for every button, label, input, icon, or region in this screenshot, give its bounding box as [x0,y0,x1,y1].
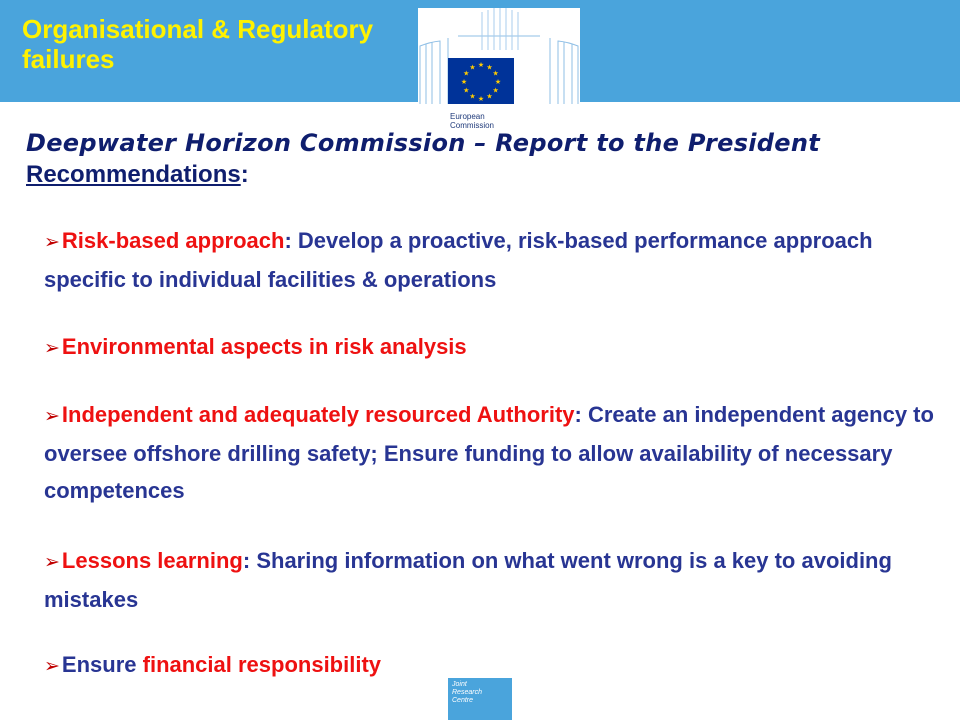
svg-text:★: ★ [492,86,499,95]
svg-text:★: ★ [477,61,485,69]
svg-text:★: ★ [463,69,470,78]
jrc-wordmark [452,681,482,705]
svg-text:★: ★ [469,92,476,101]
item-heading: Lessons learning [61,548,243,573]
item-text: Create an independent agency to oversee offshore drilling safety; Ensure funding to allow availability of necessary competences [44,402,934,503]
svg-text:★: ★ [463,86,470,95]
svg-text:★: ★ [492,69,499,78]
logo-line2: Commission [450,121,495,130]
item-heading: Environmental aspects in risk analysis [61,334,467,359]
item-separator: : [574,402,588,427]
item-heading: Risk-based approach [61,228,285,253]
jrc-line1: Joint [452,681,467,688]
item-heading: Independent and adequately resourced Authority [61,402,575,427]
jrc-logo [448,678,512,720]
arrow-bullet-icon: ➢ [44,405,60,427]
svg-text:★: ★ [460,78,468,86]
slide-title-line2: failures [22,44,115,74]
arrow-bullet-icon: ➢ [44,551,60,573]
list-item [44,222,934,298]
svg-text:★: ★ [486,92,493,101]
jrc-line2: Research [452,689,482,696]
svg-text:★: ★ [486,63,493,72]
item-text: Sharing information on what went wrong is a key to avoiding mistakes [44,548,892,612]
slide-title [22,14,373,74]
arrow-bullet-icon: ➢ [44,655,60,677]
svg-text:★: ★ [469,63,476,72]
list-item [44,328,934,367]
recommendations-heading [26,160,249,190]
slide-title-line1: Organisational & Regulatory [22,14,374,44]
arrow-bullet-icon: ➢ [44,337,60,359]
item-prefix: Ensure [61,652,143,677]
svg-text:★: ★ [477,95,485,103]
item-separator: : [242,548,257,573]
logo-line1: European [450,112,485,121]
jrc-line3: Centre [452,697,474,704]
eu-flag-icon [448,58,514,104]
report-subtitle: Deepwater Horizon Commission – Report to the President [26,129,821,157]
item-heading: financial responsibility [142,652,382,677]
recommendations-colon: : [240,161,249,188]
european-commission-logo [418,8,580,134]
arrow-bullet-icon: ➢ [44,231,60,253]
item-separator: : [284,228,298,253]
item-text: Develop a proactive, risk-based performance approach specific to individual facilities & operations [44,228,873,292]
recommendations-label: Recommendations [26,161,241,188]
list-item [44,542,934,618]
list-item [44,396,934,509]
svg-text:★: ★ [494,78,502,86]
